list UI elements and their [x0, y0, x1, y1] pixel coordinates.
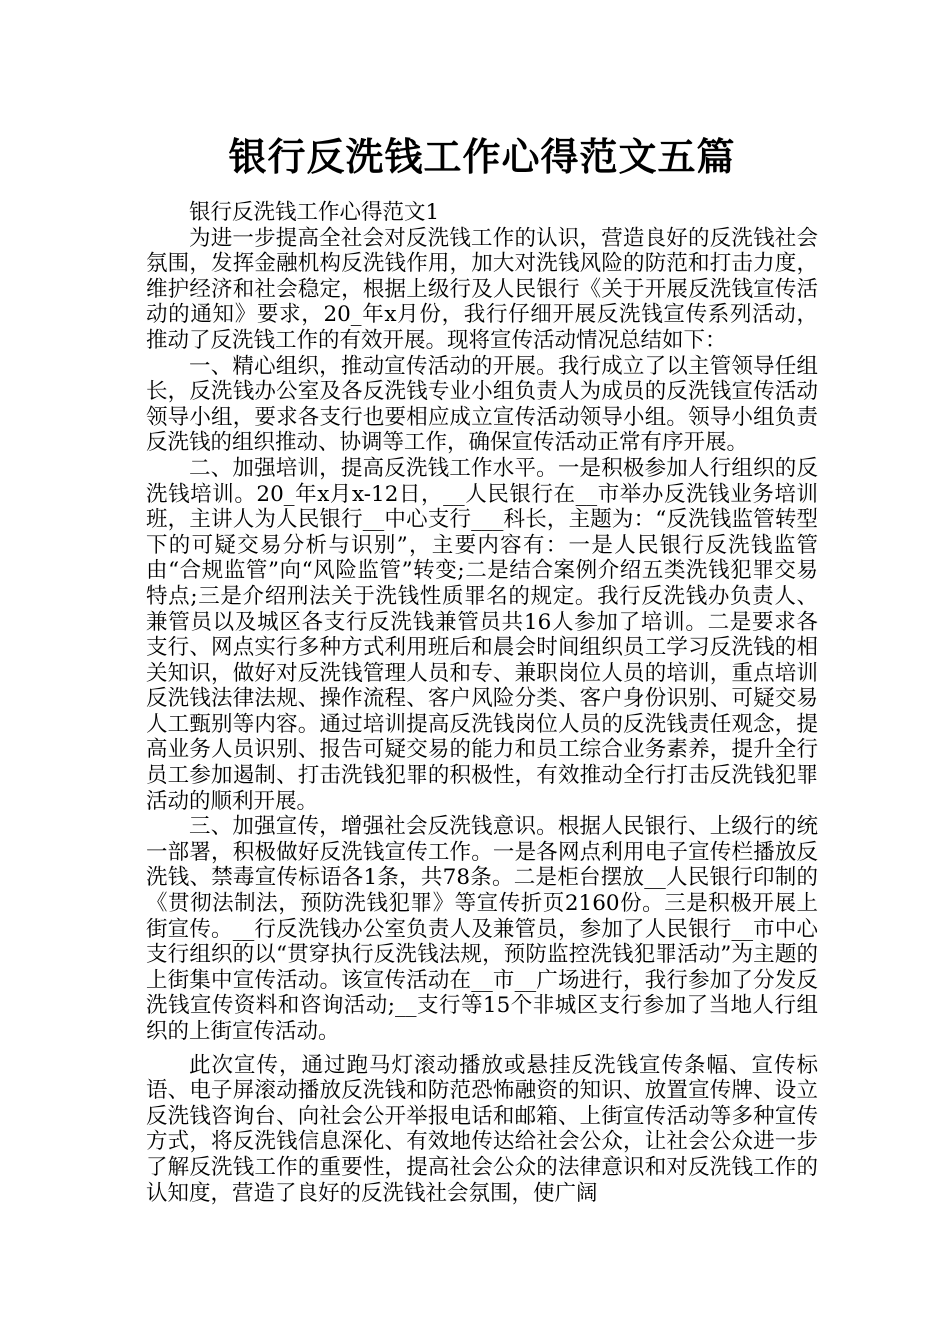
paragraph-training: 二、加强培训，提高反洗钱工作水平。一是积极参加人行组织的反洗钱培训。20_年x月x-12日，__人民银行在__市举办反洗钱业务培训班，主讲人为人民银行__中心支行___科长，主题为：“反洗钱监管转型下的可疑交易分析与识别”，主要内容有：一是人民银行反洗钱监管由“合规监管”向“风险监管”转变;二是结合案例介绍五类洗钱犯罪交易特点;三是介绍刑法关于洗钱性质罪名的规定。我行反洗钱办负责人、兼管员以及城区各支行反洗钱兼管员共16人参加了培训。二是要求各支行、网点实行多种方式利用班后和晨会时间组织员工学习反洗钱的相关知识，做好对反洗钱管理人员和专、兼职岗位人员的培训，重点培训反洗钱法律法规、操作流程、客户风险分类、客户身份识别、可疑交易人工甄别等内容。通过培训提高反洗钱岗位人员的反洗钱责任观念，提高业务人员识别、报告可疑交易的能力和员工综合业务素养，提升全行员工参加遏制、打击洗钱犯罪的积极性，有效推动全行打击反洗钱犯罪活动的顺利开展。	[146, 455, 818, 814]
paragraph-publicity: 三、加强宣传，增强社会反洗钱意识。根据人民银行、上级行的统一部署，积极做好反洗钱宣传工作。一是各网点利用电子宣传栏播放反洗钱、禁毒宣传标语各1条，共78条。二是柜台摆放__人民银行印制的《贯彻法制法，预防洗钱犯罪》等宣传折页2160份。三是积极开展上街宣传。__行反洗钱办公室负责人及兼管员，参加了人民银行__市中心支行组织的以“贯穿执行反洗钱法规，预防监控洗钱犯罪活动”为主题的上街集中宣传活动。该宣传活动在__市__广场进行，我行参加了分发反洗钱宣传资料和咨询活动;__支行等15个非城区支行参加了当地人行组织的上街宣传活动。	[146, 814, 818, 1044]
paragraph-organization: 一、精心组织，推动宣传活动的开展。我行成立了以主管领导任组长，反洗钱办公室及各反洗钱专业小组负责人为成员的反洗钱宣传活动领导小组，要求各支行也要相应成立宣传活动领导小组。领导小组负责反洗钱的组织推动、协调等工作，确保宣传活动正常有序开展。	[146, 353, 818, 456]
paragraph-summary: 此次宣传，通过跑马灯滚动播放或悬挂反洗钱宣传条幅、宣传标语、电子屏滚动播放反洗钱和防范恐怖融资的知识、放置宣传牌、设立反洗钱咨询台、向社会公开举报电话和邮箱、上街宣传活动等多种宣传方式，将反洗钱信息深化、有效地传达给社会公众，让社会公众进一步了解反洗钱工作的重要性，提高社会公众的法律意识和对反洗钱工作的认知度，营造了良好的反洗钱社会氛围，使广阔	[146, 1052, 818, 1206]
document-body	[146, 200, 818, 1206]
document-page	[146, 0, 818, 1206]
paragraph-intro: 为进一步提高全社会对反洗钱工作的认识，营造良好的反洗钱社会氛围，发挥金融机构反洗钱作用，加大对洗钱风险的防范和打击力度，维护经济和社会稳定，根据上级行及人民银行《关于开展反洗钱宣传活动的通知》要求，20_年x月份，我行仔细开展反洗钱宣传系列活动，推动了反洗钱工作的有效开展。现将宣传活动情况总结如下：	[146, 225, 818, 353]
section-heading: 银行反洗钱工作心得范文1	[189, 200, 440, 225]
document-title: 银行反洗钱工作心得范文五篇	[228, 135, 736, 179]
